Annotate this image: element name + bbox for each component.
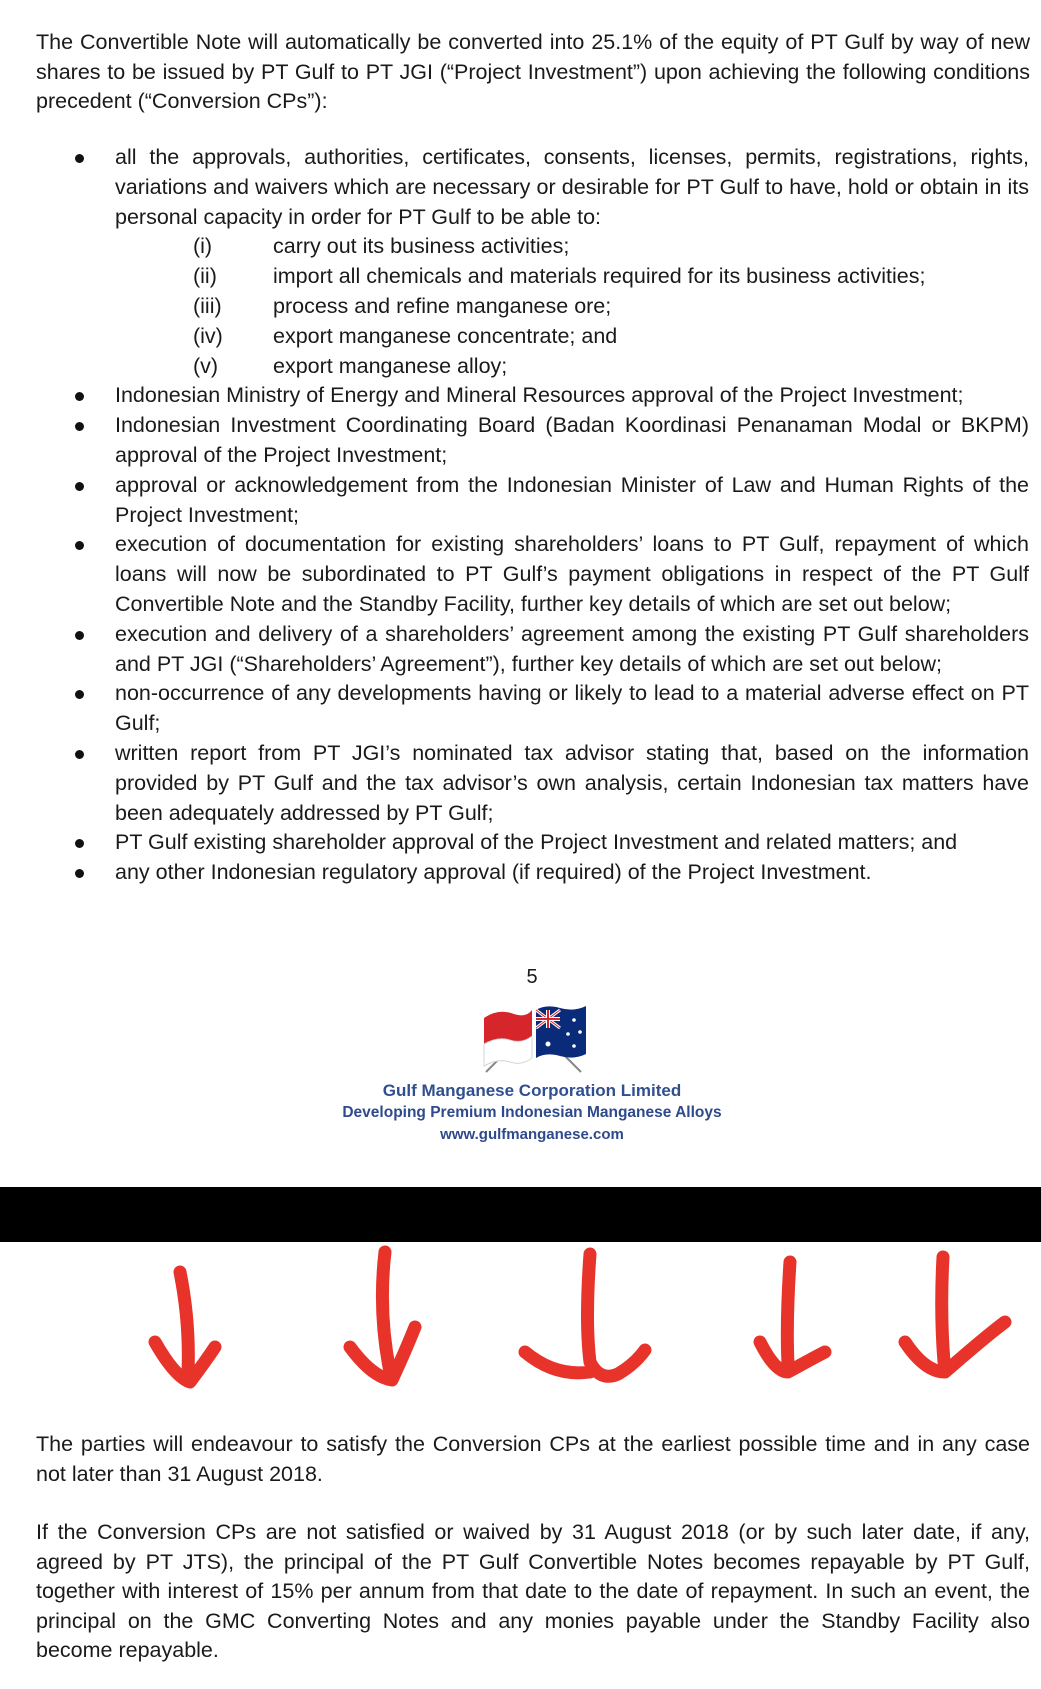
footer-tagline: Developing Premium Indonesian Manganese Alloys [342, 1104, 722, 1121]
red-arrow-icon [155, 1272, 215, 1382]
sub-item [115, 352, 1029, 382]
bullet-text: non-occurrence of any developments having or likely to lead to a material adverse effect on PT Gulf; [115, 681, 1029, 736]
repayment-paragraph: If the Conversion CPs are not satisfied or waived by 31 August 2018 (or by such later date, if any, agreed by PT JTS), the principal of the PT Gulf Convertible Notes becomes repayable by PT Gulf, together with interest of 15% per annum from that date to the date of repayment. In such an event, the principal on the GMC Converting Notes and any monies payable under the Standby Facility also become repayable. [36, 1520, 1030, 1662]
bullet-dot [75, 392, 84, 401]
sub-item [115, 232, 1029, 262]
annotation-arrows [0, 1242, 1041, 1422]
deadline-paragraph: The parties will endeavour to satisfy the Conversion CPs at the earliest possible time and in any case not later than 31 August 2018. [36, 1432, 1030, 1486]
sub-item [115, 292, 1029, 322]
intro-paragraph: The Convertible Note will automatically be converted into 25.1% of the equity of PT Gulf by way of new shares to be issued by PT Gulf to PT JGI (“Project Investment”) upon achieving the following conditions precedent (“Conversion CPs”): [36, 30, 1030, 113]
list-item [0, 411, 1029, 471]
page-number: 5 [526, 966, 538, 988]
footer-website: www.gulfmanganese.com [440, 1126, 624, 1143]
sub-item-number: (iv) [193, 323, 223, 348]
sub-item-number: (iii) [193, 293, 222, 318]
list-item [0, 471, 1029, 531]
list-item [0, 530, 1029, 619]
bullet-dot [75, 631, 84, 640]
bullet-text: Indonesian Investment Coordinating Board (Badan Koordinasi Penanaman Modal or BKPM) approval of the Project Investment; [115, 413, 1029, 467]
bullet-dot [75, 869, 84, 878]
sub-item-text: process and refine manganese ore; [273, 293, 612, 318]
conditions-list [0, 143, 1041, 888]
sub-item-text: import all chemicals and materials required for its business activities; [273, 264, 926, 289]
bullet-dot [75, 541, 84, 550]
red-arrow-icon [350, 1252, 415, 1380]
sub-item [115, 322, 1029, 352]
bullet-text: approval or acknowledgement from the Indonesian Minister of Law and Human Rights of the Project Investment; [115, 472, 1029, 527]
bullet-text: execution of documentation for existing shareholders’ loans to PT Gulf, repayment of which loans will now be subordinated to PT Gulf’s payment obligations in respect of the PT Gulf Convertible Note and the Standby Facility, further key details of which are set out below; [115, 532, 1029, 616]
bullet-text: any other Indonesian regulatory approval (if required) of the Project Investment. [115, 860, 872, 885]
bullet-dot [75, 690, 84, 699]
bullet-dot [75, 422, 84, 431]
bullet-text: written report from PT JGI’s nominated tax advisor stating that, based on the information provided by PT Gulf and the tax advisor’s own analysis, certain Indonesian tax matters have been adequately addressed by PT Gulf; [115, 740, 1029, 825]
list-item [0, 381, 1029, 411]
red-arrow-icon [760, 1262, 825, 1372]
list-item [0, 858, 1029, 888]
sub-item-number: (i) [193, 234, 213, 259]
red-arrow-icon [525, 1254, 645, 1376]
crossed-flags-logo [476, 1000, 591, 1075]
list-item [0, 828, 1029, 858]
bullet-dot [75, 482, 84, 491]
sub-item-text: carry out its business activities; [273, 234, 570, 259]
sub-item-text: export manganese concentrate; and [273, 323, 618, 348]
sub-item [115, 262, 1029, 292]
bullet-text: execution and delivery of a shareholders’ agreement among the existing PT Gulf shareholders and PT JGI (“Shareholders’ Agreement”), further key details of which are set out below; [115, 621, 1029, 676]
bullet-text: all the approvals, authorities, certificates, consents, licenses, permits, registrations, rights, variations and waivers which are necessary or desirable for PT Gulf to have, hold or obtain in its personal capacity in order for PT Gulf to be able to: [115, 145, 1029, 229]
red-arrow-icon [905, 1257, 1005, 1372]
bullet-dot [75, 154, 84, 163]
bullet-dot [75, 839, 84, 848]
bullet-text: PT Gulf existing shareholder approval of the Project Investment and related matters; and [115, 830, 958, 855]
sub-item-number: (v) [193, 353, 219, 378]
footer-company: Gulf Manganese Corporation Limited [382, 1081, 682, 1100]
bullet-text: Indonesian Ministry of Energy and Mineral Resources approval of the Project Investment; [115, 383, 964, 408]
list-item [0, 679, 1029, 739]
sub-item-text: export manganese alloy; [273, 353, 508, 378]
sub-item-number: (ii) [193, 264, 217, 289]
list-item [0, 143, 1029, 381]
sub-list [115, 232, 1029, 381]
list-item [0, 620, 1029, 680]
list-item [0, 739, 1029, 828]
bullet-dot [75, 750, 84, 759]
black-divider-bar [0, 1187, 1041, 1242]
